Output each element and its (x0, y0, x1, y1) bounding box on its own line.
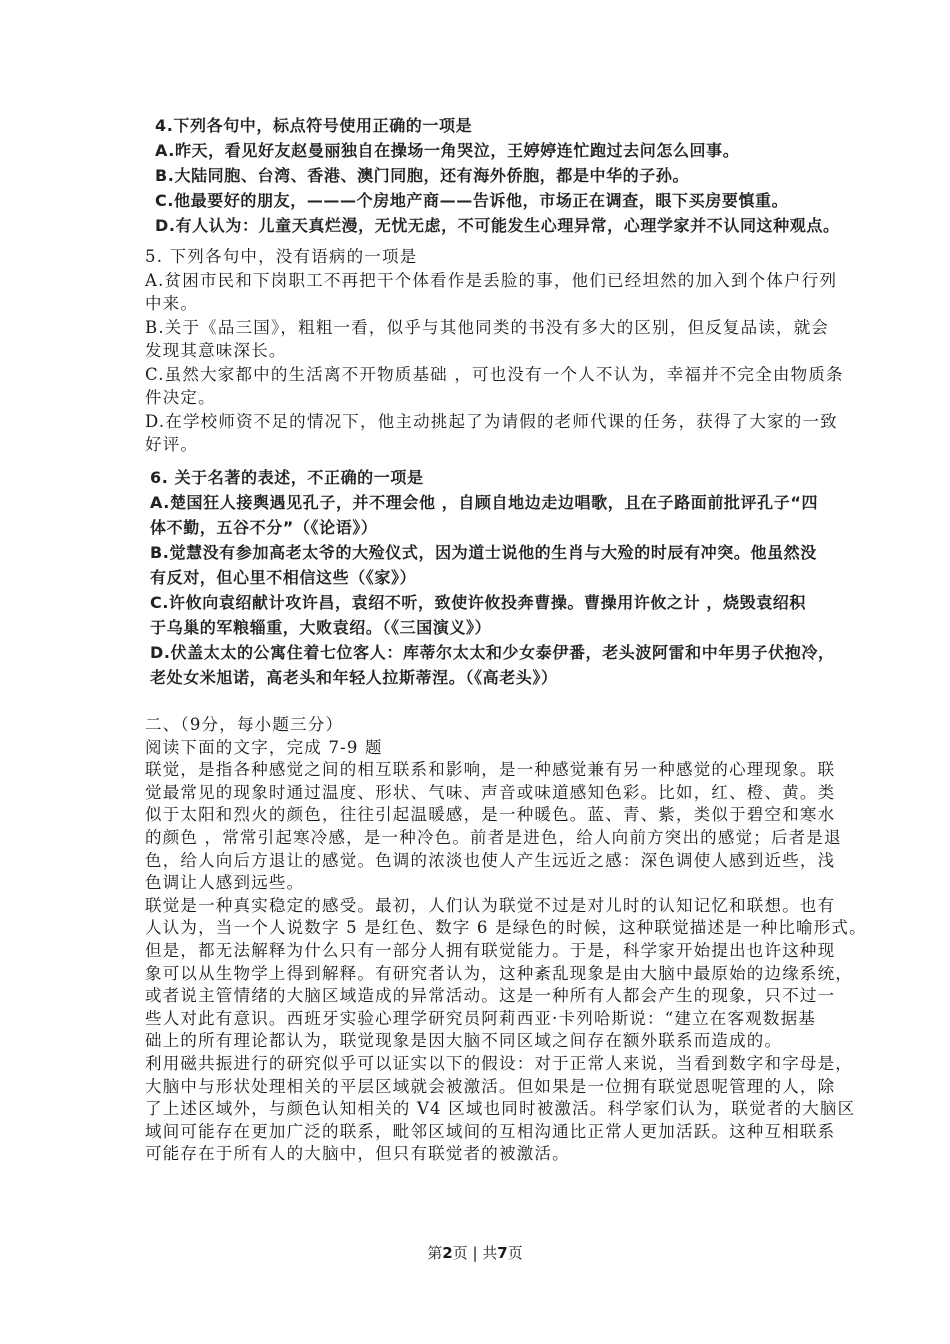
question-4 (155, 113, 840, 238)
text-line: 象可以从生物学上得到解释。有研究者认为，这种紊乱现象是由大脑中最原始的边缘系统， (145, 963, 853, 983)
question-6 (150, 465, 835, 690)
text-line: 4.下列各句中，标点符号使用正确的一项是 (155, 116, 473, 135)
text-line: 二、（9分，每小题三分） (145, 715, 344, 734)
page-footer (0, 1242, 950, 1263)
footer-prefix: 第 (427, 1244, 443, 1262)
text-line: B.关于《品三国》，粗粗一看，似乎与其他同类的书没有多大的区别，但反复品读，就会 (145, 317, 830, 337)
text-line: 础上的所有理论都认为，联觉现象是因大脑不同区域之间存在额外联系而造成的。 (145, 1031, 783, 1051)
section-two-reading (145, 714, 867, 1166)
text-line: 体不勤，五谷不分”（《论语》） (150, 518, 378, 537)
text-line: 了上述区域外，与颜色认知相关的 V4 区域也同时被激活。科学家们认为，联觉者的大脑区 (145, 1099, 856, 1119)
text-line: 但是，都无法解释为什么只有一部分人拥有联觉能力。于是，科学家开始提出也许这种现 (145, 940, 836, 960)
text-line: D.有人认为：儿童天真烂漫，无忧无虑，不可能发生心理异常，心理学家并不认同这种观点。 (155, 216, 840, 235)
text-line: 大脑中与形状处理相关的平层区域就会被激活。但如果是一位拥有联觉恩呢管理的人，除 (145, 1076, 836, 1096)
current-page: 2 (442, 1244, 453, 1262)
text-line: C.许攸向袁绍献计攻许昌，袁绍不听，致使许攸投奔曹操。曹操用许攸之计 ，烧毁袁绍积 (150, 593, 806, 612)
text-line: 联觉是一种真实稳定的感受。最初，人们认为联觉不过是对儿时的认知记忆和联想。也有 (145, 895, 836, 915)
text-line: 中来。 (145, 294, 199, 313)
text-line: B.觉慧没有参加高老太爷的大殓仪式，因为道士说他的生肖与大殓的时辰有冲突。他虽然没 (150, 543, 817, 562)
text-line: 似于太阳和烈火的颜色，往往引起温暖感，是一种暖色。蓝、青、紫，类似于碧空和寒水 (145, 805, 836, 825)
text-line: 的颜色 ，常常引起寒冷感，是一种冷色。前者是进色，给人向前方突出的感觉；后者是退 (145, 827, 842, 847)
text-line: 联觉，是指各种感觉之间的相互联系和影响，是一种感觉兼有另一种感觉的心理现象。联 (145, 760, 836, 780)
text-line: 阅读下面的文字，完成 7-9 题 (145, 737, 383, 757)
total-pages: 7 (497, 1244, 508, 1262)
text-line: 可能存在于所有人的大脑中，但只有联觉者的被激活。 (145, 1144, 570, 1164)
text-line: B.大陆同胞、台湾、香港、澳门同胞，还有海外侨胞，都是中华的子孙。 (155, 166, 690, 185)
text-line: 发现其意味深长。 (145, 341, 287, 360)
text-line: D.在学校师资不足的情况下，他主动挑起了为请假的老师代课的任务，获得了大家的一致 (145, 411, 838, 431)
text-line: A.贫困市民和下岗职工不再把干个体看作是丢脸的事，他们已经坦然的加入到个体户行列 (145, 270, 838, 290)
text-line: C.虽然大家都中的生活离不开物质基础 ，可也没有一个人不认为，幸福并不完全由物质条 (145, 364, 844, 384)
text-line: A.昨天，看见好友赵曼丽独自在操场一角哭泣，王婷婷连忙跑过去问怎么回事。 (155, 141, 740, 160)
footer-suffix: 页 (507, 1244, 523, 1262)
text-line: 好评。 (145, 435, 199, 454)
question-5 (145, 245, 844, 457)
text-line: 有反对，但心里不相信这些（《家》） (150, 568, 417, 587)
text-line: C.他最要好的朋友，———个房地产商——告诉他，市场正在调查，眼下买房要慎重。 (155, 191, 789, 210)
text-line: 利用磁共振进行的研究似乎可以证实以下的假设：对于正常人来说，当看到数字和字母是， (145, 1053, 853, 1073)
text-line: 5. 下列各句中，没有语病的一项是 (145, 247, 418, 266)
text-line: 老处女米旭诺，高老头和年轻人拉斯蒂涅。（《高老头》） (150, 668, 558, 687)
text-line: 6. 关于名著的表述，不正确的一项是 (150, 468, 424, 487)
text-line: 人认为，当一个人说数字 5 是红色、数字 6 是绿色的时候，这种联觉描述是一种比喻形式。 (145, 918, 867, 938)
footer-mid: 页 | 共 (452, 1244, 498, 1262)
text-line: 件决定。 (145, 388, 216, 407)
text-line: 觉最常见的现象时通过温度、形状、气味、声音或味道感知色彩。比如，红、橙、黄。类 (145, 782, 836, 802)
text-line: 色调让人感到远些。 (145, 873, 305, 893)
text-line: A.楚国狂人接舆遇见孔子，并不理会他 ，自顾自地边走边唱歌，且在子路面前批评孔子“四 (150, 493, 819, 512)
text-line: 或者说主管情绪的大脑区域造成的异常活动。这是一种所有人都会产生的现象，只不过一 (145, 986, 836, 1006)
text-line: D.伏盖太太的公寓住着七位客人：库蒂尔太太和少女泰伊番，老头波阿雷和中年男子伏抱冷， (150, 643, 835, 662)
text-line: 域间可能存在更加广泛的联系，毗邻区域间的互相沟通比正常人更加活跃。这种互相联系 (145, 1121, 836, 1141)
text-line: 些人对此有意识。西班牙实验心理学研究员阿莉西亚·卡列哈斯说：“建立在客观数据基 (145, 1008, 816, 1028)
text-line: 于乌巢的军粮辎重，大败袁绍。（《三国演义》） (150, 618, 492, 637)
text-line: 色，给人向后方退让的感觉。色调的浓淡也使人产生远近之感：深色调使人感到近些，浅 (145, 850, 836, 870)
